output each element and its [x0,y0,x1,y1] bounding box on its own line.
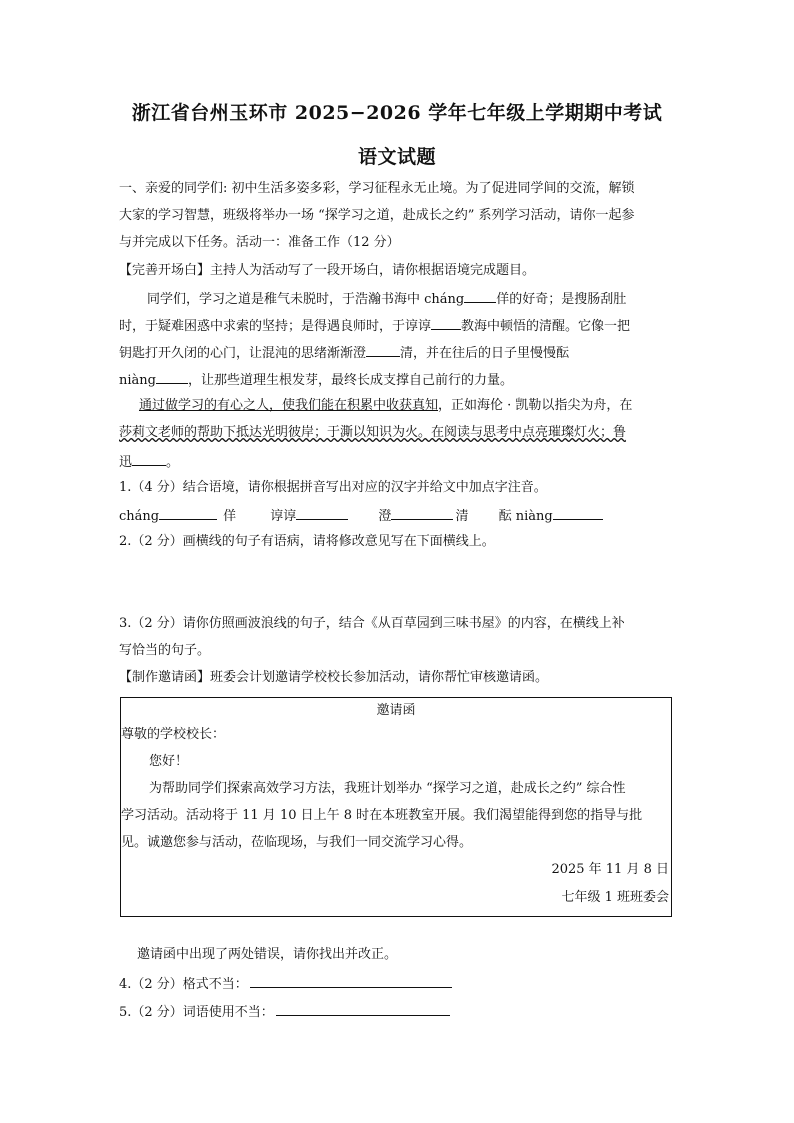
answer-line[interactable] [250,973,452,988]
q1-item-4: 酝 niàng [498,509,553,524]
blank-line [132,452,166,466]
passage-line-7 [119,452,179,472]
question-5 [119,1001,450,1022]
letter-salutation: 尊敬的学校校长： [121,727,226,742]
passage-text: 佯的好奇；是搜肠刮肚 [496,292,627,307]
question-4 [119,973,452,994]
q1-item-3-after: 清 [455,509,469,524]
passage-line-1 [147,289,626,309]
question-3-line-2: 写恰当的句子。 [119,643,211,658]
question-1: 1.（4 分）结合语境，请你根据拼音写出对应的汉字并给文中加点字注音。 [119,480,547,495]
passage-text: 钥匙打开久闭的心门，让混沌的思绪渐渐澄 [119,346,367,361]
passage-line-2 [119,316,630,336]
letter-title: 邀请函 [376,703,416,718]
passage-text: 清，并在往后的日子里慢慢酝 [400,346,570,361]
q5-label: 5.（2 分）词语使用不当： [119,1005,274,1020]
exam-subtitle: 语文试题 [357,146,436,168]
passage-text: ，正如海伦 · 凯勒以指尖为舟，在 [438,398,633,413]
letter-body-line-3: 见。诚邀您参与活动，莅临现场，与我们一同交流学习心得。 [121,835,473,850]
passage-line-6 [119,424,626,442]
answer-blank[interactable] [296,506,348,520]
letter-signature: 七年级 1 班班委会 [561,890,669,905]
passage-text: 迅 [119,455,133,470]
q4-label: 4.（2 分）格式不当： [119,977,248,992]
passage-line-5 [139,397,632,415]
q1-item-2: 谆谆 [270,509,297,524]
answer-line[interactable] [276,1001,450,1016]
underlined-sentence: 通过做学习的有心之人，使我们能在积累中收获真知 [139,398,439,413]
letter-date: 2025 年 11 月 8 日 [551,862,669,877]
q1-item-1: cháng [119,509,160,524]
passage-text: niàng [119,373,156,388]
letter-greeting: 您好！ [149,754,189,769]
answer-blank[interactable] [391,506,453,520]
passage-text: 时，于疑难困惑中求索的坚持；是得遇良师时，于谆谆 [119,319,432,334]
q1-item-3: 澄 [378,509,392,524]
question-3-line-1: 3.（2 分）请你仿照画波浪线的句子，结合《从百草园到三味书屋》的内容，在横线上补 [119,616,625,631]
intro-line-3: 与并完成以下任务。活动一：准备工作（12 分） [119,235,400,250]
exam-title: 浙江省台州玉环市 2025−2026 学年七年级上学期期中考试 [131,102,663,124]
blank-line [431,316,461,330]
passage-line-4 [119,370,513,390]
blank-line [464,289,496,303]
question-1-items [119,506,603,526]
passage-text: 。 [166,455,180,470]
letter-body-line-2: 学习活动。活动将于 11 月 10 日上午 8 时在本班教室开展。我们渴望能得到您的指导与批 [121,808,643,823]
answer-blank[interactable] [553,506,603,520]
letter-body-line-1: 为帮助同学们探索高效学习方法，我班计划举办 “探学习之道，赴成长之约” 综合性 [149,781,626,796]
blank-line [156,370,188,384]
question-2: 2.（2 分）画横线的句子有语病，请将修改意见写在下面横线上。 [119,534,495,549]
passage-text: 同学们，学习之道是稚气未脱时，于浩瀚书海中 cháng [147,292,465,307]
section1-heading: 【完善开场白】主持人为活动写了一段开场白，请你根据语境完成题目。 [119,263,536,278]
passage-text: 教海中顿悟的清醒。它像一把 [461,319,631,334]
answer-blank[interactable] [159,506,217,520]
invitation-letter-box [120,697,672,917]
section2-heading: 【制作邀请函】班委会计划邀请学校校长参加活动，请你帮忙审核邀请函。 [119,670,549,685]
passage-line-3 [119,343,569,363]
find-errors-prompt: 邀请函中出现了两处错误，请你找出并改正。 [137,947,398,962]
passage-text: ，让那些道理生根发芽，最终长成支撑自己前行的力量。 [187,373,513,388]
wavy-sentence: 莎莉文老师的帮助下抵达光明彼岸；于澌以知识为火。在阅读与思考中点亮璀璨灯火；鲁 [119,425,627,440]
intro-line-1: 一、亲爱的同学们: 初中生活多姿多彩，学习征程永无止境。为了促进同学间的交流，解锁 [119,181,635,196]
blank-line [366,343,400,357]
intro-line-2: 大家的学习智慧，班级将举办一场 “探学习之道，赴成长之约” 系列学习活动，请你一起参 [119,208,635,223]
q1-item-1-after: 佯 [223,509,237,524]
